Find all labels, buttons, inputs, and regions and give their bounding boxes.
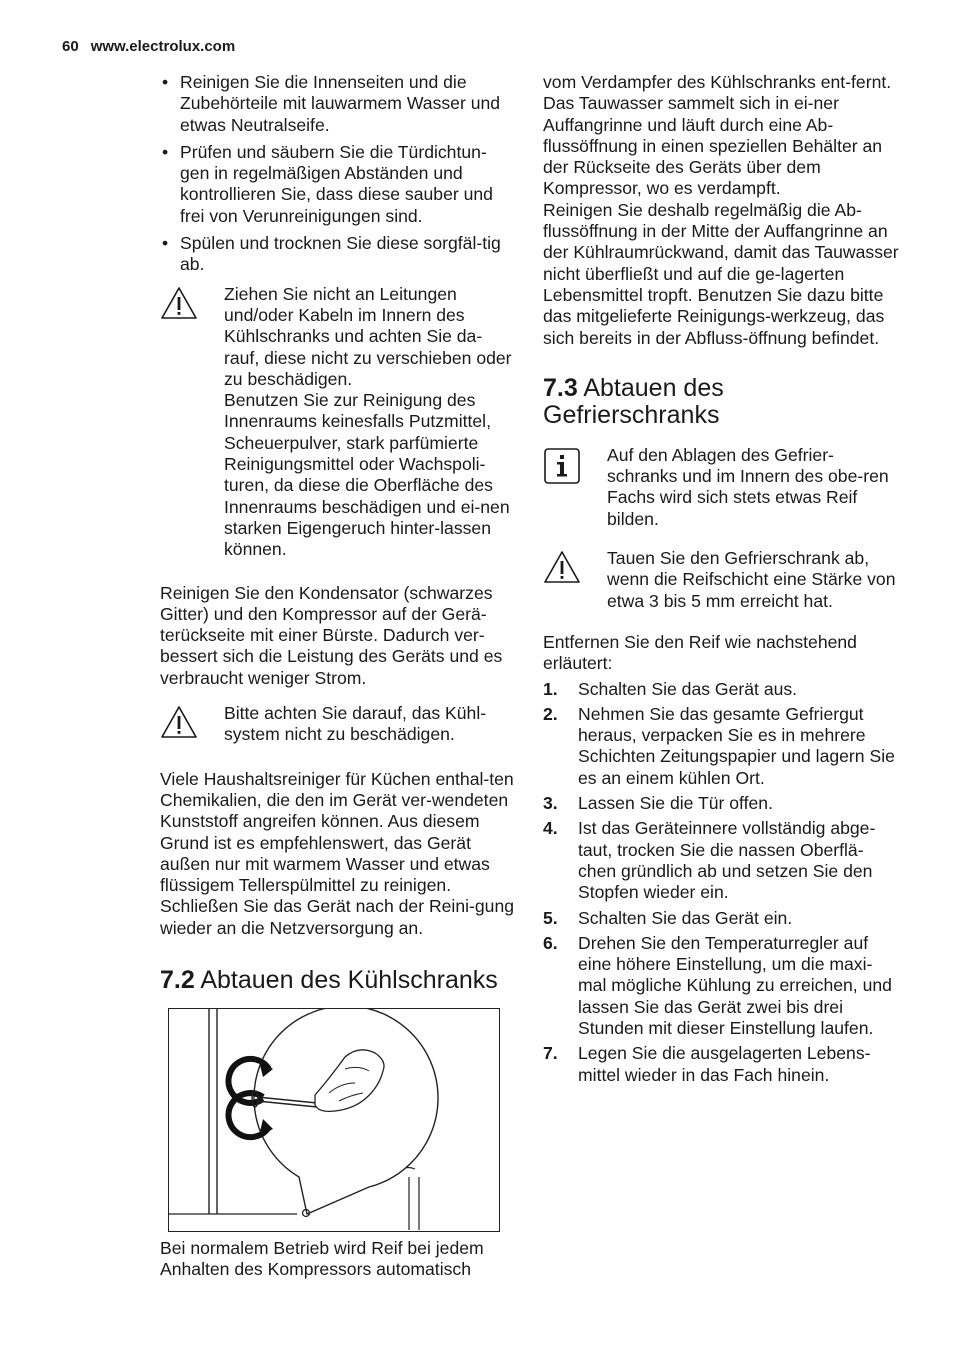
defrost-steps [543, 679, 899, 1086]
warning-text: Tauen Sie den Gefrierschrank ab, wenn die Reifschicht eine Stärke von etwa 3 bis 5 mm erreicht hat. [607, 548, 896, 611]
defrost-illustration [168, 1008, 500, 1232]
list-item: 1. Schalten Sie das Gerät aus. [543, 678, 798, 699]
warning-text: Bitte achten Sie darauf, das Kühl-system nicht zu beschädigen. [224, 703, 487, 745]
warning-triangle-icon [543, 548, 607, 584]
warning-text: Benutzen Sie zur Reinigung des Innenraums keinesfalls Putzmittel, Scheuerpulver, stark parfümierte Reinigungsmittel oder Wachspoli-turen, da diese die Oberfläche des Innenraums beschädigen und ei-nen starken Eigengeruch hinter-lassen können. [224, 390, 510, 560]
paragraph: Schließen Sie das Gerät nach der Reini-gung wieder an die Netzversorgung an. [160, 896, 515, 938]
list-item: 3. Lassen Sie die Tür offen. [543, 793, 773, 814]
bullet-item: • Prüfen und säubern Sie die Türdichtun-gen in regelmäßigen Abständen und kontrollieren Sie, dass diese sauber und frei von Verunreinigungen sind. [160, 142, 516, 227]
paragraph: Reinigen Sie den Kondensator (schwarzes Gitter) und den Kompressor auf der Gerä-terückseite mit einer Bürste. Dadurch ver-bessert sich die Leistung des Geräts und es verbraucht weniger Strom. [160, 582, 503, 688]
section-heading-7-2: 7.2 Abtauen des Kühlschranks [160, 965, 498, 994]
cleaning-bullets [160, 72, 516, 276]
cleaning-tool-illustration [169, 1009, 498, 1230]
list-item: 5. Schalten Sie das Gerät ein. [543, 907, 793, 928]
warning-triangle-icon [160, 703, 224, 739]
bullet-item: • Spülen und trocknen Sie diese sorgfäl-tig ab. [160, 233, 516, 276]
paragraph: Entfernen Sie den Reif wie nachstehend erläutert: [543, 631, 857, 674]
right-column [543, 72, 899, 1090]
page-number: 60 [62, 38, 79, 55]
section-heading-7-3: 7.3 Abtauen des Gefrierschranks [543, 373, 724, 429]
warning-triangle-icon [160, 284, 224, 320]
list-item: 2. Nehmen Sie das gesamte Gefriergut heraus, verpacken Sie es in mehrere Schichten Zeitungspapier und lagern Sie es an einem kühlen Ort. [543, 703, 895, 788]
paragraph: vom Verdampfer des Kühlschranks ent-fernt. Das Tauwasser sammelt sich in ei-ner Auffangrinne und läuft durch eine Ab-flussöffnung in einen speziellen Behälter an der Rückseite des Geräts über dem Kompressor, wo es verdampft. [543, 72, 892, 199]
paragraph: Bei normalem Betrieb wird Reif bei jedem Anhalten des Kompressors automatisch [160, 1237, 484, 1280]
left-column [160, 72, 516, 1281]
info-text: Auf den Ablagen des Gefrier-schranks und im Innern des obe-ren Fachs wird sich stets etwas Reif bilden. [607, 444, 889, 529]
info-icon [543, 445, 607, 485]
info-note-frost [543, 445, 899, 530]
list-item: 6. Drehen Sie den Temperaturregler auf eine höhere Einstellung, um die maxi-mal mögliche Kühlung zu erreichen, und lassen Sie das Gerät zwei bis drei Stunden mit dieser Einstellung laufen. [543, 932, 892, 1038]
paragraph: Reinigen Sie deshalb regelmäßig die Ab-flussöffnung in der Mitte der Auffangrinne an der Kühlraumrückwand, damit das Tauwasser nicht überfließt und auf die ge-lagerten Lebensmittel tropft. Benutzen Sie dazu bitte das mitgelieferte Reinigungs-werkzeug, das sich bereits in der Abfluss-öffnung befindet. [543, 199, 899, 348]
list-item: 4. Ist das Geräteinnere vollständig abge-taut, trocken Sie die nassen Oberflä-chen gründlich ab und setzen Sie den Stopfen wieder ein. [543, 818, 876, 903]
list-item: 7. Legen Sie die ausgelagerten Lebens-mittel wieder in das Fach hinein. [543, 1043, 871, 1085]
warning-note-cables [160, 284, 516, 561]
bullet-item: • Reinigen Sie die Innenseiten und die Zubehörteile mit lauwarmem Wasser und etwas Neutralseife. [160, 72, 516, 136]
warning-note-cooling [160, 703, 516, 746]
site-url: www.electrolux.com [90, 38, 236, 55]
page-header [62, 38, 235, 55]
paragraph: Viele Haushaltsreiniger für Küchen enthal-ten Chemikalien, die den im Gerät ver-wendeten Kunststoff angreifen können. Aus diesem Grund ist es empfehlenswert, das Gerät außen nur mit warmem Wasser und etwas flüssigem Tellerspülmittel zu reinigen. [160, 768, 514, 896]
warning-note-defrost [543, 548, 899, 612]
warning-text: Ziehen Sie nicht an Leitungen und/oder Kabeln im Innern des Kühlschranks und achten Sie da-rauf, diese nicht zu verschieben oder zu beschädigen. [224, 283, 512, 389]
